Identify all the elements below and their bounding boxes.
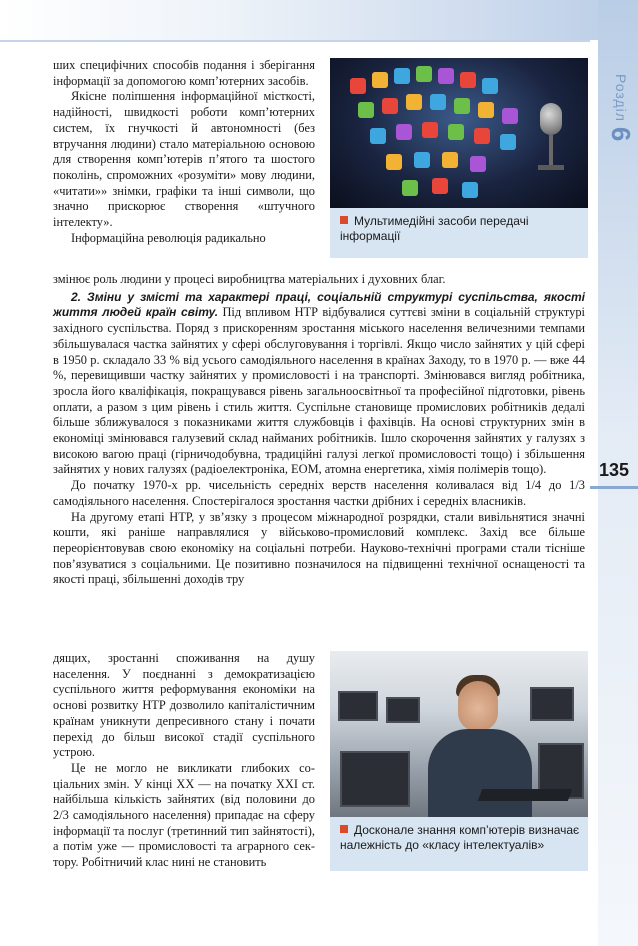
section-2-paragraph: 2. Зміни у змісті та характері праці, соціальній структурі суспільства, якості життя людей країн світу. Під впливом НТР відбувалися суттєві зміни в соціальній структурі західного суспільства. Поряд з прискоренням зростання міського населення величезними темпами збільшувалася частка зайнятих у сфері обслуговування і торгівлі. Якщо число зайнятих у цій сфері в 1950 р. складало 33 % від усього самодіяльного населення в країнах Заходу, то в 1970 р. — вже 44 %, перевищивши частку зайнятих у промисловості і на транспорті. Змінювався вигляд робітника, зросла його кваліфікація, покращувався рівень загальноосвітньої та професійної підготовки, рівень оплати, а разом з цим рівень і стиль життя. Суспільне становище промислових робітників дедалі більше зближувалося з показниками життя службовців і фахівців. На основі структурних змін в економіці змінювався галузевий склад найманих робітників. Ішло скорочення зайнятих у галузях з високою вагою праці (гірничодобувна, традиційні галузі легкої промисловості тощо) і збільшення зайнятих у нових галузях (радіоелектроніка, ЕОМ, атомна енергетика, хімія полімерів тощо). — [53, 289, 585, 477]
header-rule — [0, 40, 590, 42]
paragraph: На другому етапі НТР, у зв’язку з процесом міжнародної розрядки, стали вивільнятися значні кошти, які раніше направлялися у військово-промисловий комплекс. Захід все більше переорієнтовував свою економіку на соціальні потреби. Науково-технічні програми стали тісніше пов’язуватися з соціальними. Це позитивно позначилося на підвищенні технічної оснащеності та якості праці, збільшенні доходів тру — [53, 509, 585, 587]
keyboard-icon — [478, 789, 572, 801]
chapter-word: Розділ — [613, 73, 629, 122]
paragraph: Інформаційна революція радикально — [71, 230, 266, 245]
page-number: 135 — [598, 460, 630, 480]
chapter-label — [600, 52, 636, 142]
page-number-rule — [590, 486, 638, 489]
paragraph: Якісне поліпшення інформаційної місткості, надійності, швидкості роботи комп’ютерних систем, їх гнучкості й автономності (без втручання людини) стало матеріальною основою для створення комп’ютерів п’ятого та шостого поколінь, спроможних «розуміти» мову людини, «читати»» знімки, графіки та інші символи, що значно прискорює створення «штучного інтелекту». — [53, 89, 315, 230]
page-header-band — [0, 0, 638, 40]
section-2-heading: 2. Зміни у змісті та характері праці, соціальній структурі суспільства, якості життя людей країн світу. — [53, 289, 585, 320]
figure-computer — [330, 651, 588, 871]
figure-multimedia — [330, 58, 588, 258]
paragraph: До початку 1970-х рр. чисельність середніх верств населення коливалася від 1/4 до 1/3 самодіяльного населення. Спостерігалося зростання частки дрібних і середніх власників. — [53, 478, 585, 508]
text-block-left-bottom — [53, 651, 315, 871]
paragraph: Це не могло не викликати глибоких соціальних змін. У кінці XX — на початку XXI ст. найбільша кількість зайнятих (від половини до 2/3 самодіяльного населення) припадає на сферу інформації та послуг (третинний тип зайнятості), а потім уже — промисловості та аграрного сектору. Робітничий клас нині не становить — [53, 760, 315, 870]
text-block-full — [53, 272, 585, 588]
caption-marker-icon — [340, 216, 348, 224]
figure-caption: Мультимедійні засоби передачі інформації — [340, 214, 529, 243]
chapter-number: 6 — [606, 126, 636, 142]
paragraph: дящих, зростанні споживання на душу населення. У поєднанні з демократизацією суспільного життя реформування економіки на основі розвитку НТР дозволило капіталістичним країнам уникнути депресивного стану і почати перехід до більш високої стадії суспільного устрою. — [53, 651, 315, 760]
microphone-icon — [540, 103, 562, 135]
paragraph: ших специфічних способів подання і зберігання інформації за допомогою комп’ютерних засобів. — [53, 58, 315, 88]
figure-caption: Досконале знання комп’ютерів визначає належність до «класу інтелектуалів» — [340, 823, 580, 852]
computer-user-photo — [330, 651, 588, 817]
text-block-left-top — [53, 58, 315, 246]
paragraph: змінює роль людини у процесі виробництва матеріальних і духовних благ. — [53, 272, 446, 286]
caption-marker-icon — [340, 825, 348, 833]
person-icon — [458, 681, 498, 731]
multimedia-photo — [330, 58, 588, 208]
